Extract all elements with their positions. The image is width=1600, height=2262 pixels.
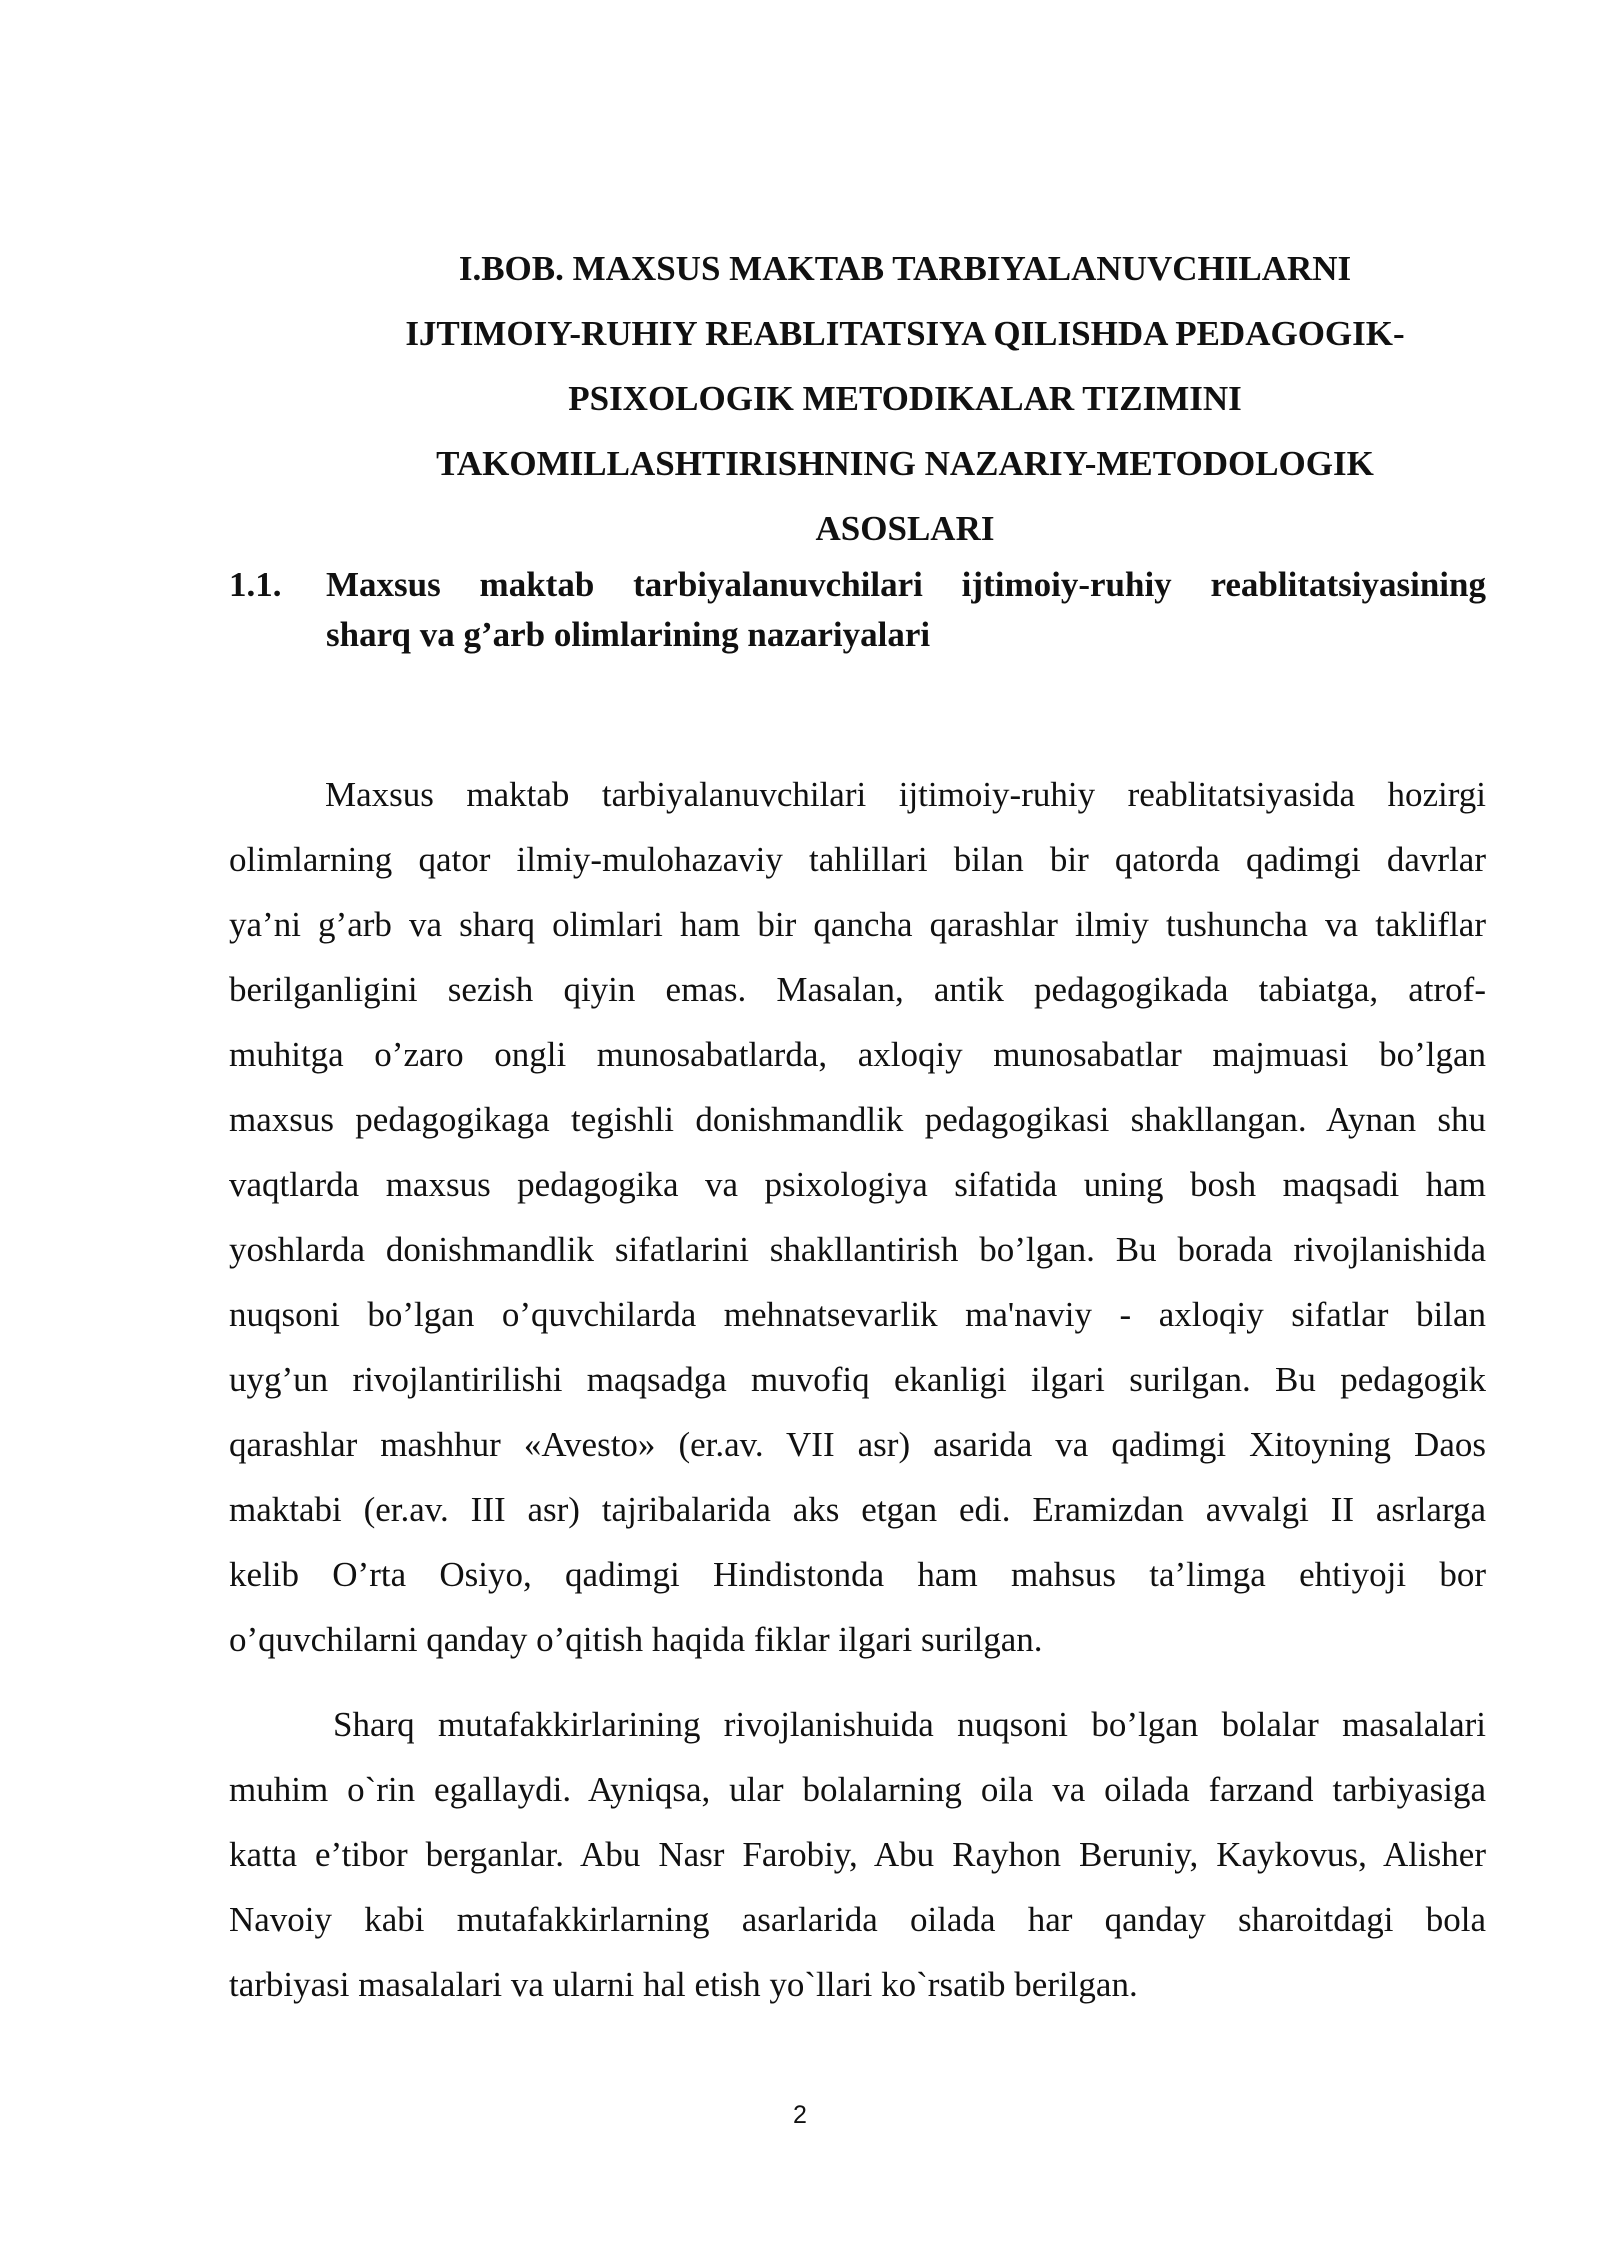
section-title-line: sharq va g’arb olimlarining nazariyalari	[326, 615, 931, 654]
section-title	[326, 560, 1486, 660]
body-paragraph	[229, 762, 1486, 1672]
chapter-title-line: TAKOMILLASHTIRISHNING NAZARIY-METODOLOGIK	[436, 444, 1374, 483]
chapter-title	[330, 236, 1480, 561]
section-number: 1.1.	[229, 565, 282, 604]
paragraph-line: katta e’tibor berganlar. Abu Nasr Farobiy, Abu Rayhon Beruniy, Kaykovus, Alisher	[229, 1835, 1486, 1874]
paragraph-line: tarbiyasi masalalari va ularni hal etish yo`llari ko`rsatib berilgan.	[229, 1965, 1138, 2004]
page-number: 2	[793, 2101, 807, 2129]
chapter-title-line: I.BOB. MAXSUS MAKTAB TARBIYALANUVCHILARNI	[458, 249, 1352, 288]
paragraph-line: Sharq mutafakkirlarining rivojlanishuida nuqsoni bo’lgan bolalar masalalari	[333, 1705, 1486, 1744]
paragraph-line: muhitga o’zaro ongli munosabatlarda, axloqiy munosabatlar majmuasi bo’lgan	[229, 1035, 1486, 1074]
paragraph-line: muhim o`rin egallaydi. Ayniqsa, ular bolalarning oila va oilada farzand tarbiyasiga	[229, 1770, 1486, 1809]
paragraph-line: olimlarning qator ilmiy-mulohazaviy tahlillari bilan bir qatorda qadimgi davrlar	[229, 840, 1486, 879]
section-title-line: Maxsus maktab tarbiyalanuvchilari ijtimoiy-ruhiy reablitatsiyasining	[326, 565, 1486, 604]
paragraph-line: qarashlar mashhur «Avesto» (er.av. VII asr) asarida va qadimgi Xitoyning Daos	[229, 1425, 1486, 1464]
chapter-title-line: PSIXOLOGIK METODIKALAR TIZIMINI	[568, 379, 1242, 418]
paragraph-line: o’quvchilarni qanday o’qitish haqida fiklar ilgari surilgan.	[229, 1620, 1043, 1659]
paragraph-line: ya’ni g’arb va sharq olimlari ham bir qancha qarashlar ilmiy tushuncha va takliflar	[229, 905, 1486, 944]
body-paragraph	[229, 1692, 1486, 2017]
paragraph-line: uyg’un rivojlantirilishi maqsadga muvofiq ekanligi ilgari surilgan. Bu pedagogik	[229, 1360, 1486, 1399]
chapter-title-line: ASOSLARI	[815, 509, 995, 548]
paragraph-line: Navoiy kabi mutafakkirlarning asarlarida oilada har qanday sharoitdagi bola	[229, 1900, 1486, 1939]
paragraph-line: maktabi (er.av. III asr) tajribalarida aks etgan edi. Eramizdan avvalgi II asrlarga	[229, 1490, 1486, 1529]
paragraph-line: kelib O’rta Osiyo, qadimgi Hindistonda ham mahsus ta’limga ehtiyoji bor	[229, 1555, 1486, 1594]
paragraph-line: yoshlarda donishmandlik sifatlarini shakllantirish bo’lgan. Bu borada rivojlanishida	[229, 1230, 1486, 1269]
paragraph-line: vaqtlarda maxsus pedagogika va psixologiya sifatida uning bosh maqsadi ham	[229, 1165, 1486, 1204]
paragraph-line: nuqsoni bo’lgan o’quvchilarda mehnatsevarlik ma'naviy - axloqiy sifatlar bilan	[229, 1295, 1486, 1334]
paragraph-line: berilganligini sezish qiyin emas. Masalan, antik pedagogikada tabiatga, atrof-	[229, 970, 1486, 1009]
chapter-title-line: IJTIMOIY-RUHIY REABLITATSIYA QILISHDA PEDAGOGIK-	[405, 314, 1405, 353]
paragraph-line: maxsus pedagogikaga tegishli donishmandlik pedagogikasi shakllangan. Aynan shu	[229, 1100, 1486, 1139]
paragraph-line: Maxsus maktab tarbiyalanuvchilari ijtimoiy-ruhiy reablitatsiyasida hozirgi	[325, 775, 1486, 814]
